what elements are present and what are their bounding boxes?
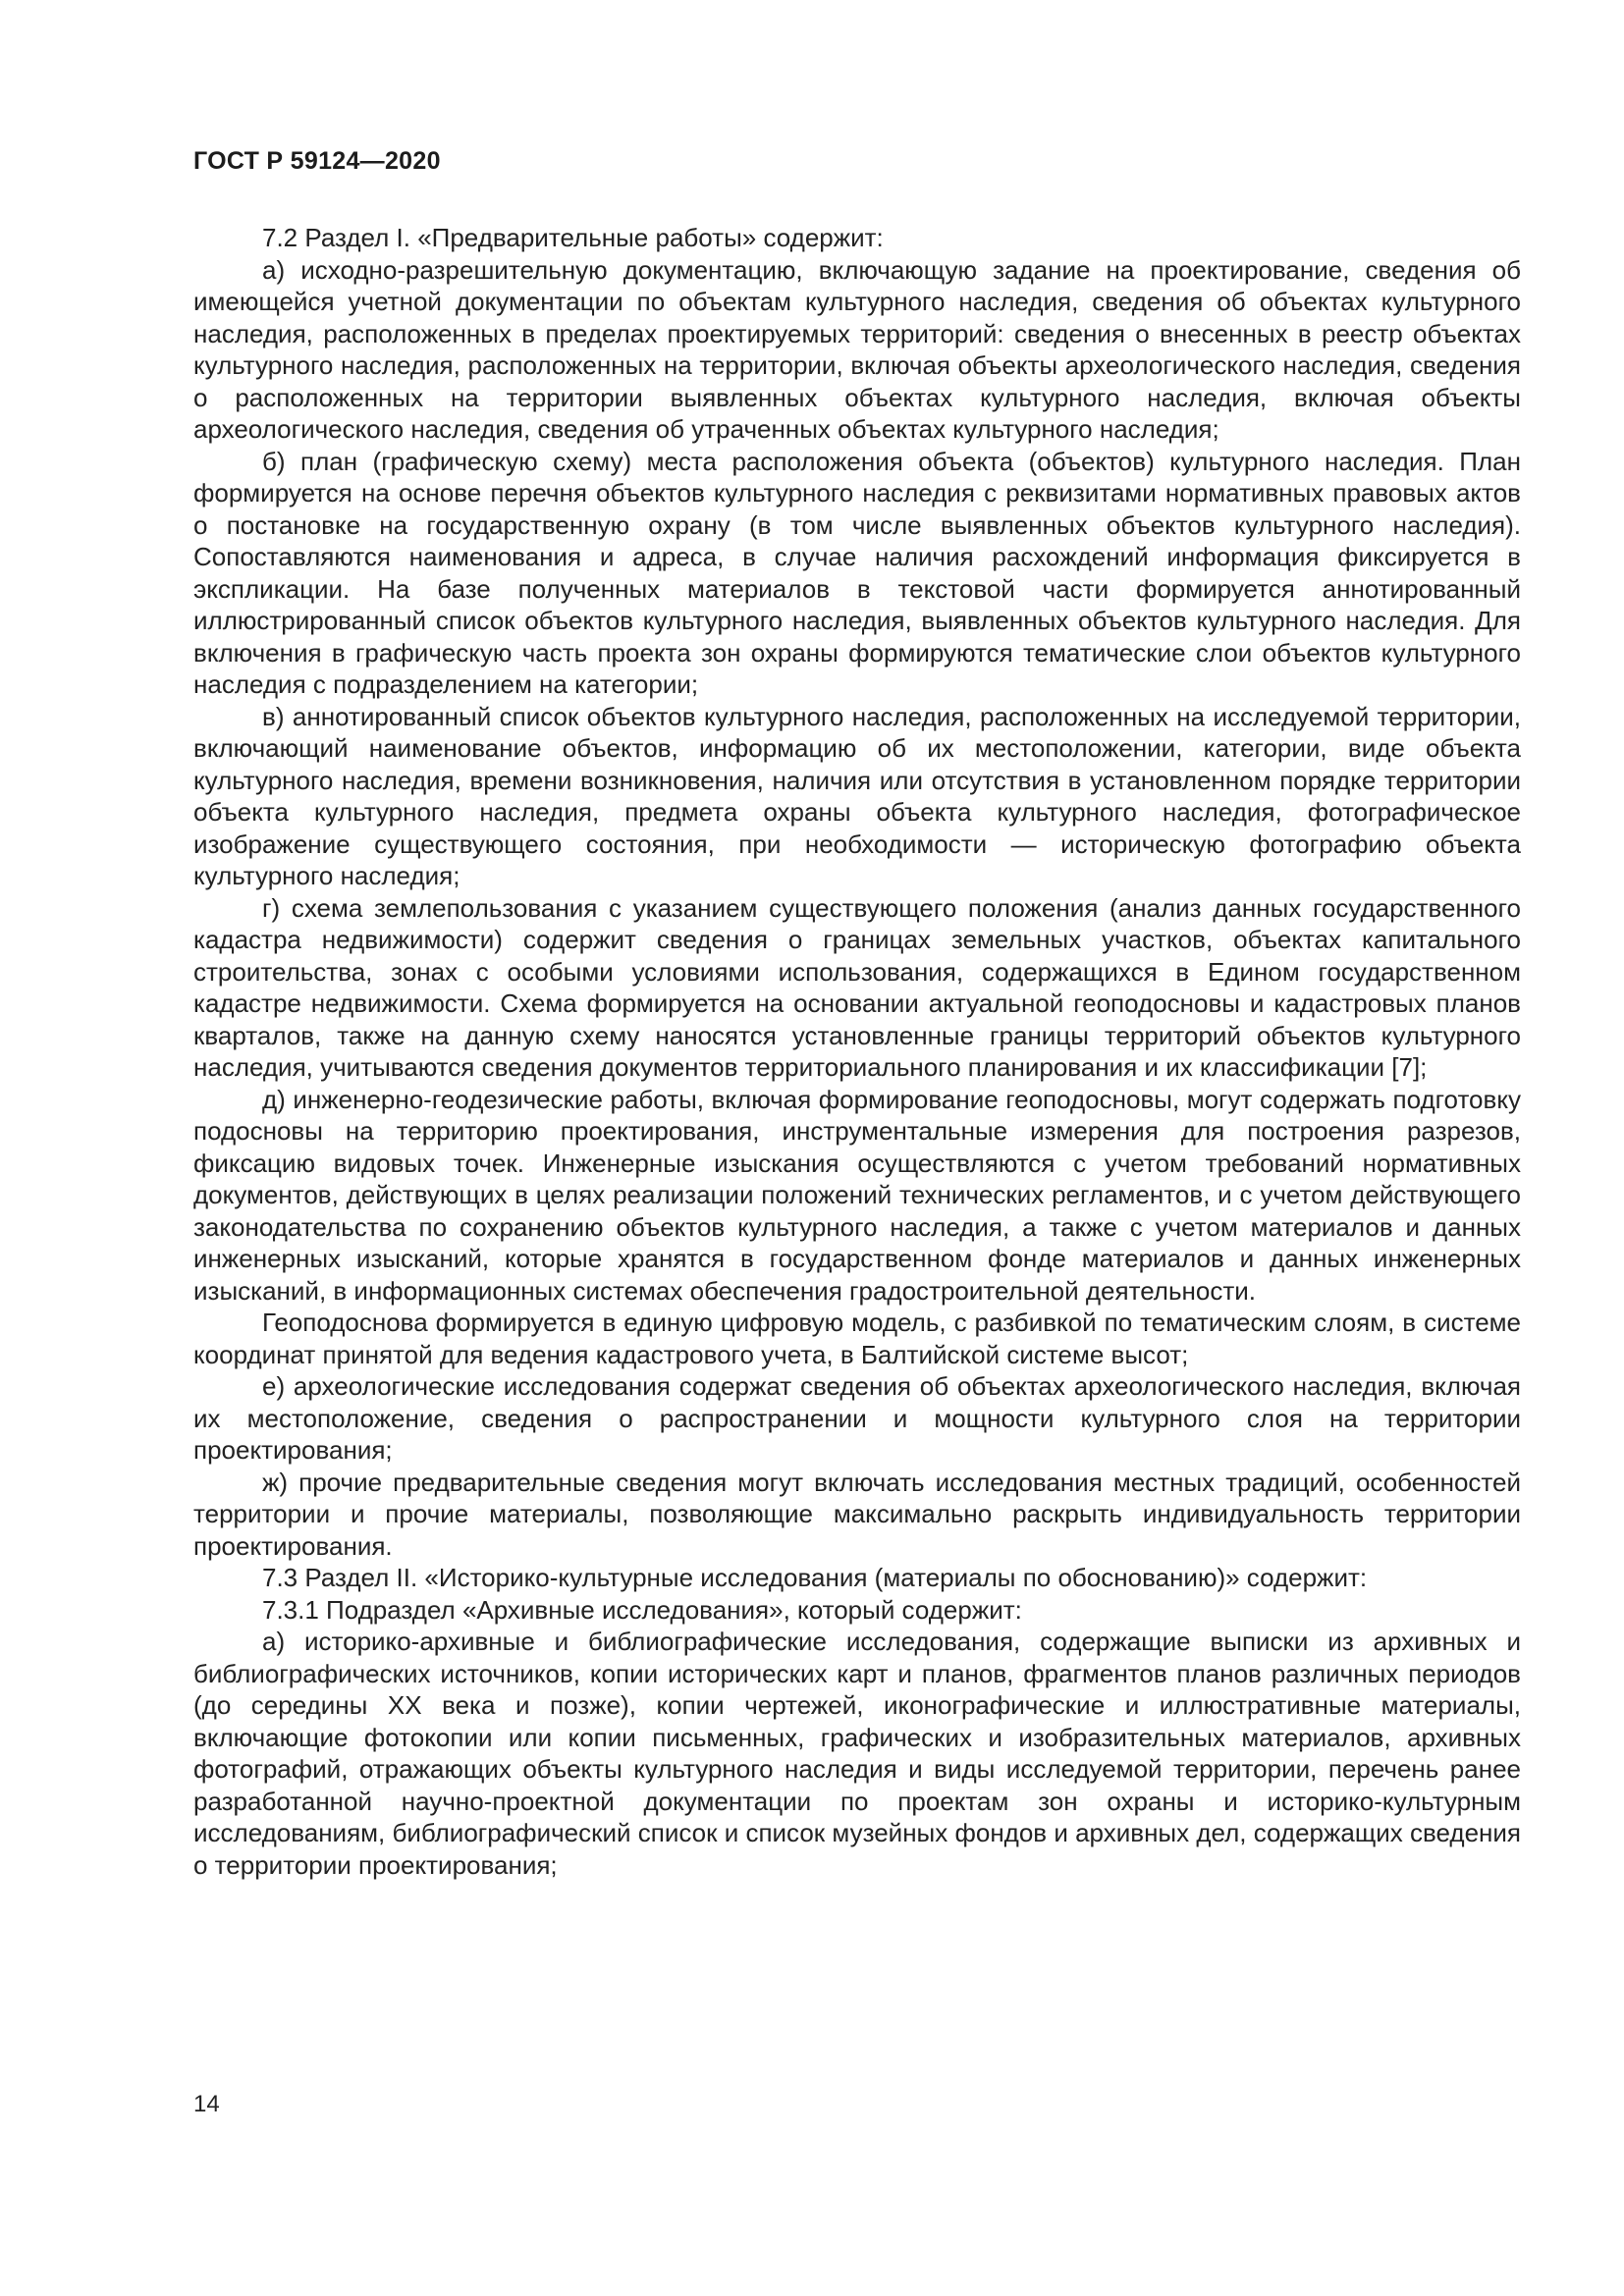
item-d-geodetic-works: д) инженерно-геодезические работы, включая формирование геоподосновы, могут содержать подготовку подосновы на территорию проектирования, инструментальные измерения для построения разрезов, фиксацию видовых точек. Инженерные изыскания осуществляются с учетом требований нормативных документов, действующих в целях реализации положений технических регламентов, и с учетом действующего законодательства по сохранению объектов культурного наследия, а также с учетом материалов и данных инженерных изысканий, которые хранятся в государственном фонде материалов и данных инженерных изысканий, в информационных системах обеспечения градостроительной деятельности.	[193, 1084, 1521, 1306]
item-v-annotated-list: в) аннотированный список объектов культурного наследия, расположенных на исследуемой территории, включающий наименование объектов, информацию об их местоположении, категории, виде объекта культурного наследия, времени возникновения, наличия или отсутствия в установленном порядке территории объекта культурного наследия, предмета охраны объекта культурного наследия, фотографическое изображение существующего состояния, при необходимости — историческую фотографию объекта культурного наследия;	[193, 701, 1521, 890]
geobase-paragraph: Геоподоснова формируется в единую цифровую модель, с разбивкой по тематическим слоям, в системе координат принятой для ведения кадастрового учета, в Балтийской системе высот;	[193, 1308, 1521, 1369]
document-body	[193, 222, 1521, 1881]
document-header: ГОСТ Р 59124—2020	[193, 147, 441, 175]
item-e-archaeology: е) археологические исследования содержат сведения об объектах археологического наследия, включая их местоположение, сведения о распространении и мощности культурного слоя на территории проектирования;	[193, 1371, 1521, 1465]
item-a-permits: а) исходно-разрешительную документацию, включающую задание на проектирование, сведения об имеющейся учетной документации по объектам культурного наследия, сведения об объектах культурного наследия, расположенных в пределах проектируемых территорий: сведения о внесенных в реестр объектах культурного наследия, расположенных на территории, включая объекты археологического наследия, сведения о расположенных на территории выявленных объектах культурного наследия, включая объекты археологического наследия, сведения об утраченных объектах культурного наследия;	[193, 254, 1521, 444]
item-zh-other-info: ж) прочие предварительные сведения могут включать исследования местных традиций, особенностей территории и прочие материалы, позволяющие максимально раскрыть индивидуальность территории проектирования.	[193, 1467, 1521, 1561]
section-7-2-heading: 7.2 Раздел I. «Предварительные работы» содержит:	[262, 223, 884, 252]
item-a-archival-research: а) историко-архивные и библиографические исследования, содержащие выписки из архивных и библиографических источников, копии исторических карт и планов, фрагментов планов различных периодов (до середины XX века и позже), копии чертежей, иконографические и иллюстративные материалы, включающие фотокопии или копии письменных, графических и изобразительных материалов, архивных фотографий, отражающих объекты культурного наследия и виды исследуемой территории, перечень ранее разработанной научно-проектной документации по проектам зон охраны и историко-культурным исследованиям, библиографический список и список музейных фондов и архивных дел, содержащих сведения о территории проектирования;	[193, 1627, 1521, 1880]
page-number: 14	[193, 2091, 220, 2117]
section-7-3-heading: 7.3 Раздел II. «Историко-культурные исследования (материалы по обоснованию)» содержит:	[262, 1563, 1368, 1592]
subsection-7-3-1-heading: 7.3.1 Подраздел «Архивные исследования», который содержит:	[262, 1594, 1022, 1625]
item-g-land-use-scheme: г) схема землепользования с указанием существующего положения (анализ данных государственного кадастра недвижимости) содержит сведения о границах земельных участков, объектах капитального строительства, зонах с особыми условиями использования, содержащихся в Едином государственном кадастре недвижимости. Схема формируется на основании актуальной геоподосновы и кадастровых планов кварталов, также на данную схему наносятся установленные границы территорий объектов культурного наследия, учитываются сведения документов территориального планирования и их классификации [7];	[193, 892, 1521, 1082]
item-b-plan: б) план (графическую схему) места расположения объекта (объектов) культурного наследия. План формируется на основе перечня объектов культурного наследия с реквизитами нормативных правовых актов о постановке на государственную охрану (в том числе выявленных объектов культурного наследия). Сопоставляются наименования и адреса, в случае наличия расхождений информация фиксируется в экспликации. На базе полученных материалов в текстовой части формируется аннотированный иллюстрированный список объектов культурного наследия, выявленных объектов культурного наследия. Для включения в графическую часть проекта зон охраны формируются тематические слои объектов культурного наследия с подразделением на категории;	[193, 446, 1521, 699]
